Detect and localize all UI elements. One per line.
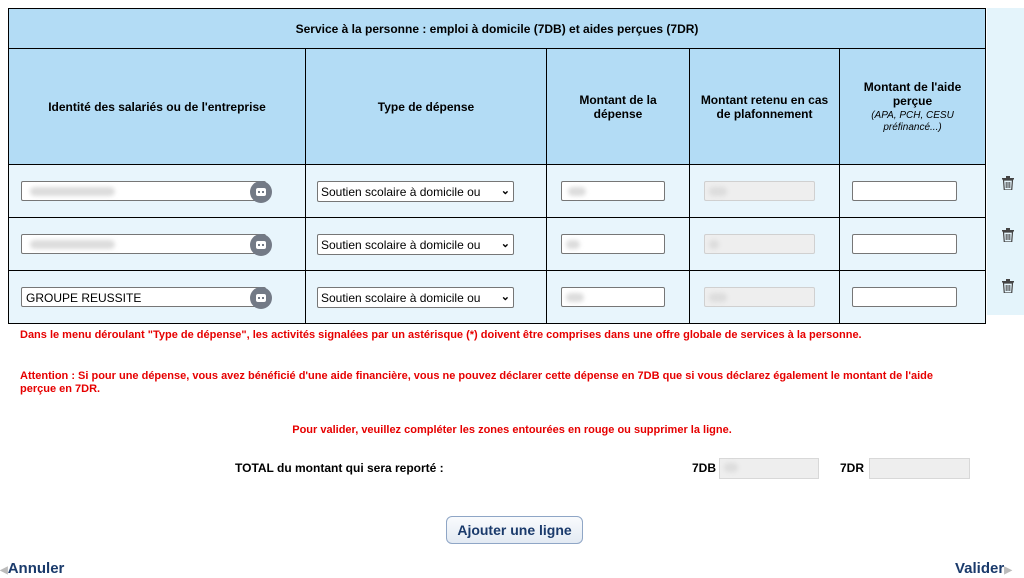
header-montant: Montant de la dépense: [547, 49, 690, 165]
amount-input[interactable]: [561, 234, 665, 254]
capped-amount-field: [704, 181, 815, 201]
chevron-down-icon: ⌄: [500, 238, 510, 250]
expense-type-select[interactable]: [317, 181, 514, 202]
validate-hint: Pour valider, veuillez compléter les zones entourées en rouge ou supprimer la ligne.: [292, 424, 732, 436]
robot-icon[interactable]: [250, 181, 272, 203]
redacted-amount: [566, 240, 580, 249]
identity-input[interactable]: [21, 181, 266, 201]
trash-icon[interactable]: [1002, 176, 1014, 190]
menu-note: Dans le menu déroulant "Type de dépense", les activités signalées par un astérisque (*) doivent être comprises dans une offre globale de services à la personne.: [20, 329, 862, 341]
expense-type-value: Soutien scolaire à domicile ou: [321, 238, 481, 252]
cancel-label: Annuler: [7, 560, 65, 577]
header-retenu: Montant retenu en cas de plafonnement: [690, 49, 840, 165]
add-line-button[interactable]: Ajouter une ligne: [446, 516, 583, 544]
arrow-left-icon: ◀: [0, 565, 8, 576]
table-row: [9, 218, 986, 271]
table-title: Service à la personne : emploi à domicile (7DB) et aides perçues (7DR): [9, 9, 986, 49]
redacted-name: [30, 240, 115, 249]
expense-type-select[interactable]: [317, 234, 514, 255]
total-7dr-field: [869, 458, 970, 479]
redacted-amount: [566, 293, 584, 302]
table-row: [9, 271, 986, 324]
expense-type-value: Soutien scolaire à domicile ou: [321, 185, 481, 199]
header-identite: Identité des salariés ou de l'entreprise: [9, 49, 306, 165]
aid-amount-input[interactable]: [852, 234, 957, 254]
cancel-link[interactable]: [0, 560, 64, 577]
capped-amount-field: [704, 287, 815, 307]
redacted-name: [30, 187, 115, 196]
right-band: [987, 8, 1024, 315]
total-label: TOTAL du montant qui sera reporté :: [235, 461, 444, 475]
arrow-right-icon: ▶: [1004, 565, 1012, 576]
identity-input[interactable]: [21, 234, 266, 254]
robot-icon[interactable]: [250, 287, 272, 309]
aid-amount-input[interactable]: [852, 181, 957, 201]
capped-amount-field: [704, 234, 815, 254]
header-type: Type de dépense: [306, 49, 547, 165]
amount-input[interactable]: [561, 181, 665, 201]
header-aide: [840, 49, 986, 165]
header-aide-sub: (APA, PCH, CESU préfinancé...): [871, 109, 954, 133]
redacted-total: [724, 463, 738, 472]
aid-amount-input[interactable]: [852, 287, 957, 307]
attention-line-1: Attention : Si pour une dépense, vous avez bénéficié d'une aide financière, vous ne pouvez déclarer cette dépense en 7DB que si vous déclarez également le montant de l'aide: [20, 370, 933, 382]
expense-type-value: Soutien scolaire à domicile ou: [321, 291, 481, 305]
chevron-down-icon: ⌄: [500, 185, 510, 197]
identity-input[interactable]: [21, 287, 266, 307]
redacted-capped: [709, 240, 719, 249]
redacted-amount: [568, 187, 586, 196]
total-7db-field: [719, 458, 819, 479]
tag-7dr: 7DR: [840, 461, 865, 475]
validate-label: Valider: [955, 560, 1005, 577]
chevron-down-icon: ⌄: [500, 291, 510, 303]
amount-input[interactable]: [561, 287, 665, 307]
header-aide-label: Montant de l'aide perçue: [863, 79, 962, 108]
redacted-capped: [709, 187, 727, 196]
validate-link[interactable]: [955, 560, 1012, 577]
redacted-capped: [709, 293, 727, 302]
expense-table-wrap: [8, 8, 985, 324]
expense-table: [8, 8, 986, 324]
expense-type-select[interactable]: [317, 287, 514, 308]
identity-value: GROUPE REUSSITE: [26, 291, 142, 305]
table-row: [9, 165, 986, 218]
trash-icon[interactable]: [1002, 279, 1014, 293]
robot-icon[interactable]: [250, 234, 272, 256]
tag-7db: 7DB: [692, 461, 717, 475]
attention-line-2: perçue en 7DR.: [20, 383, 101, 395]
trash-icon[interactable]: [1002, 228, 1014, 242]
